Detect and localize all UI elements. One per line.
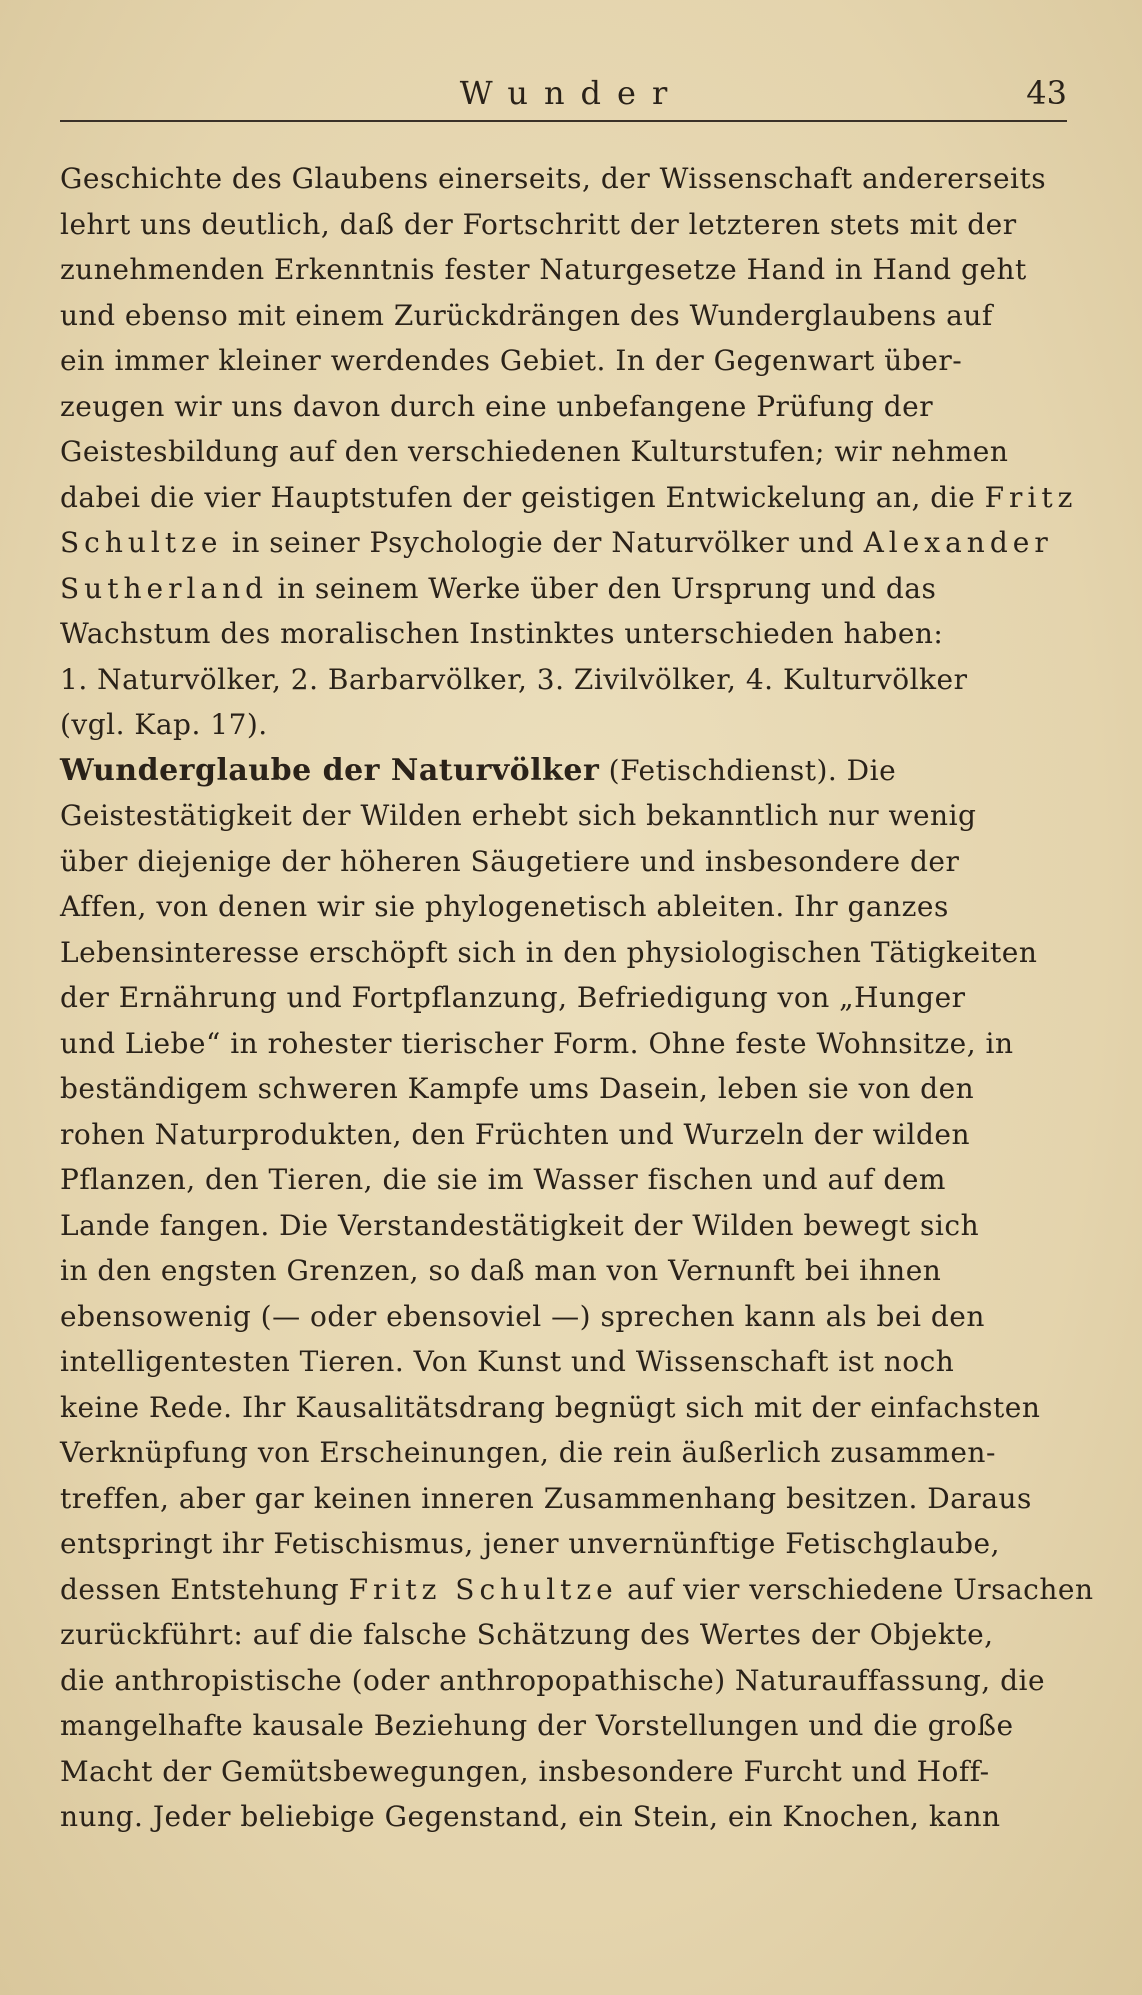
text-line: [60, 1567, 1094, 1613]
text-line: treffen, aber gar keinen inneren Zusammenhang besitzen. Daraus: [60, 1481, 1032, 1515]
text-line: mangelhafte kausale Beziehung der Vorstellungen und die große: [60, 1709, 1014, 1742]
text-fragment: auf vier verschiedene Ursachen: [627, 1572, 1094, 1606]
text-line: rohen Naturprodukten, den Früchten und Wurzeln der wilden: [60, 1117, 970, 1151]
person-name: Alexander: [863, 526, 1053, 559]
text-line: Pflanzen, den Tieren, die sie im Wasser fischen und auf dem: [60, 1163, 946, 1196]
text-fragment: in seinem Werke über den Ursprung und das: [277, 571, 937, 605]
text-fragment: (Fetischdienst). Die: [608, 753, 897, 787]
text-fragment: dessen Entstehung: [60, 1572, 340, 1606]
text-line: Macht der Gemütsbewegungen, insbesondere Furcht und Hoff-: [60, 1754, 990, 1788]
text-line: ebensowenig (— oder ebensoviel —) sprechen kann als bei den: [60, 1299, 985, 1333]
text-line: Geistesbildung auf den verschiedenen Kulturstufen; wir nehmen: [60, 435, 1009, 468]
text-line: Wachstum des moralischen Instinktes unterschieden haben:: [60, 617, 944, 650]
body-text: [60, 156, 1094, 1840]
person-name: Fritz: [984, 480, 1078, 514]
text-line: Geschichte des Glaubens einerseits, der Wissenschaft andererseits: [60, 162, 1047, 195]
text-line: [60, 475, 1080, 521]
text-fragment: dabei die vier Hauptstufen der geistigen Entwickelung an, die: [60, 480, 976, 514]
text-line: zeugen wir uns davon durch eine unbefangene Prüfung der: [60, 389, 934, 423]
text-line: Lebensinteresse erschöpft sich in den physiologischen Tätigkeiten: [60, 935, 1038, 969]
text-line: nung. Jeder beliebige Gegenstand, ein Stein, ein Knochen, kann: [60, 1800, 1001, 1833]
text-line: die anthropistische (oder anthropopathische) Naturauffassung, die: [60, 1663, 1046, 1697]
text-line: intelligentesten Tieren. Von Kunst und Wissenschaft ist noch: [60, 1345, 955, 1378]
text-line: [60, 748, 1080, 794]
page-header: [60, 70, 1067, 122]
running-title: Wunder: [459, 74, 684, 112]
text-line: ein immer kleiner werdendes Gebiet. In der Gegenwart über-: [60, 344, 963, 377]
text-line: beständigem schweren Kampfe ums Dasein, leben sie von den: [60, 1072, 975, 1105]
text-line: Geistestätigkeit der Wilden erhebt sich bekanntlich nur wenig: [60, 799, 977, 832]
section-heading: Wunderglaube der Naturvölker: [60, 752, 600, 788]
text-line: [60, 566, 1080, 612]
text-line: lehrt uns deutlich, daß der Fortschritt der letzteren stets mit der: [60, 207, 1017, 241]
text-line: Verknüpfung von Erscheinungen, die rein äußerlich zusammen-: [60, 1436, 996, 1469]
text-line: zunehmenden Erkenntnis fester Naturgesetze Hand in Hand geht: [60, 253, 1027, 286]
text-line: (vgl. Kap. 17).: [60, 708, 268, 741]
text-line: und ebenso mit einem Zurückdrängen des Wunderglaubens auf: [60, 298, 993, 332]
text-line: [60, 520, 1080, 566]
text-line: in den engsten Grenzen, so daß man von Vernunft bei ihnen: [60, 1254, 942, 1287]
person-name: Fritz Schultze: [348, 1572, 618, 1606]
person-name: Sutherland: [60, 571, 269, 605]
text-line: Lande fangen. Die Verstandestätigkeit der Wilden bewegt sich: [60, 1208, 980, 1242]
text-line: über diejenige der höheren Säugetiere und insbesondere der: [60, 844, 960, 878]
page-number: 43: [1026, 74, 1067, 112]
text-line: entspringt ihr Fetischismus, jener unvernünftige Fetischglaube,: [60, 1527, 1001, 1560]
text-line: Affen, von denen wir sie phylogenetisch ableiten. Ihr ganzes: [60, 890, 949, 923]
text-line: zurückführt: auf die falsche Schätzung des Wertes der Objekte,: [60, 1618, 994, 1651]
text-line: keine Rede. Ihr Kausalitätsdrang begnügt sich mit der einfachsten: [60, 1390, 1041, 1424]
text-line: der Ernährung und Fortpflanzung, Befriedigung von „Hunger: [60, 981, 966, 1014]
text-line: 1. Naturvölker, 2. Barbarvölker, 3. Zivilvölker, 4. Kulturvölker: [60, 662, 968, 696]
person-name: Schultze: [60, 526, 223, 559]
text-line: und Liebe“ in rohester tierischer Form. Ohne feste Wohnsitze, in: [60, 1026, 1014, 1060]
text-fragment: in seiner Psychologie der Naturvölker und: [231, 526, 855, 559]
